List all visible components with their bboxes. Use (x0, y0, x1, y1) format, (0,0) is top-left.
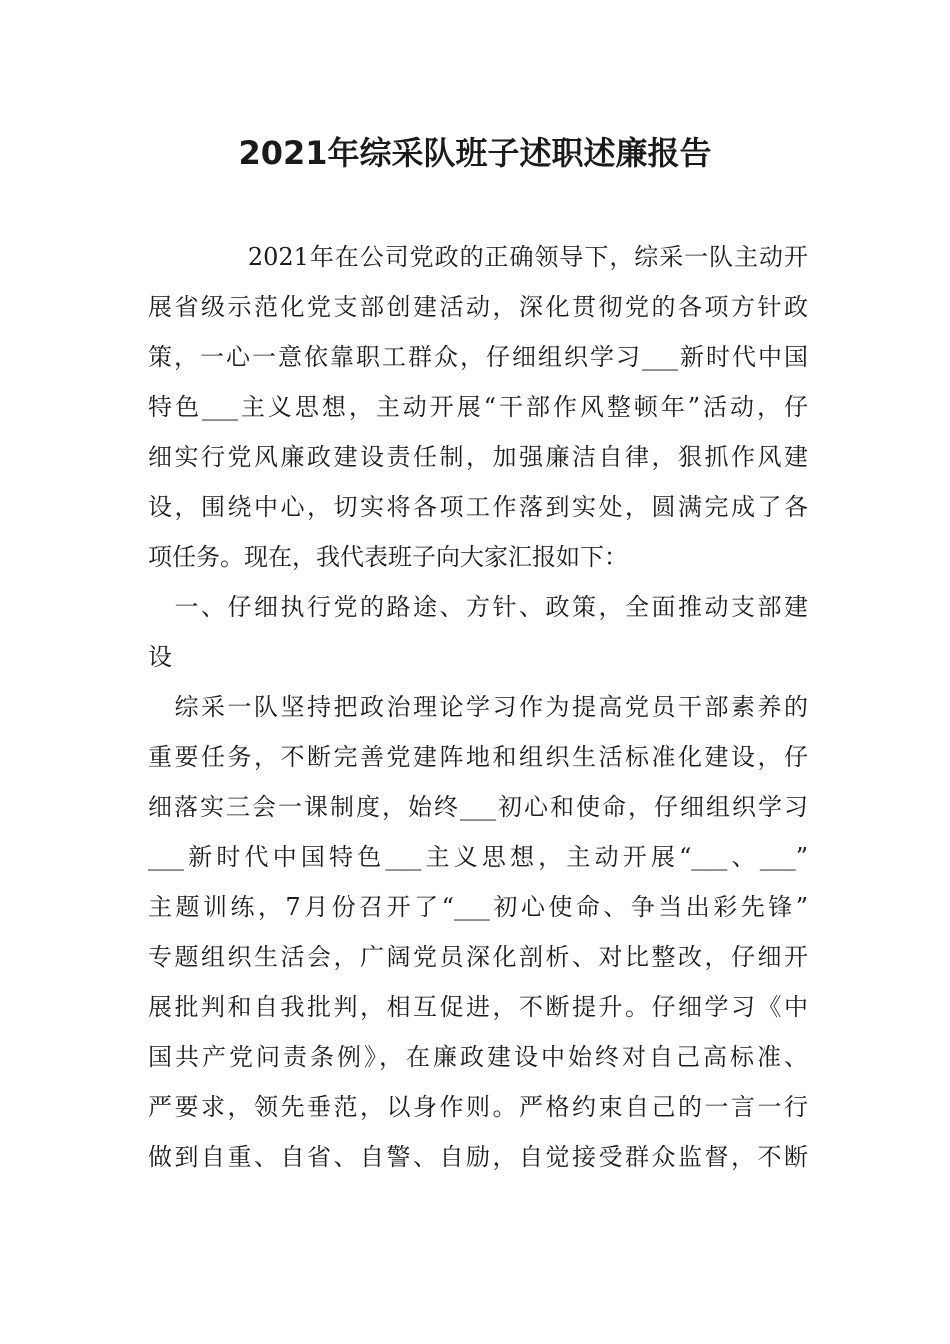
body-line: 策，一心一意依靠职工群众，仔细组织学习___新时代中国 (148, 343, 808, 371)
body-line: 综采一队坚持把政治理论学习作为提高党员干部素养的 (148, 693, 808, 721)
body-line: 严要求，领先垂范，以身作则。严格约束自己的一言一行 (148, 1093, 808, 1121)
section-heading-line: 一、仔细执行党的路途、方针、政策，全面推动支部建 (148, 593, 808, 621)
body-line: 细落实三会一课制度，始终___初心和使命，仔细组织学习 (148, 793, 808, 821)
document-body (148, 232, 808, 1182)
body-line: ___新时代中国特色___主义思想，主动开展“___、___” (148, 843, 808, 871)
body-line: 专题组织生活会，广阔党员深化剖析、对比整改，仔细开 (148, 943, 808, 971)
body-line: 展省级示范化党支部创建活动，深化贯彻党的各项方针政 (148, 293, 808, 321)
document-title: 2021年综采队班子述职述廉报告 (238, 134, 712, 172)
body-line: 设，围绕中心，切实将各项工作落到实处，圆满完成了各 (148, 493, 808, 521)
section-heading-line: 设 (148, 643, 172, 671)
body-line: 重要任务，不断完善党建阵地和组织生活标准化建设，仔 (148, 743, 808, 771)
body-line: 国共产党问责条例》，在廉政建设中始终对自己高标准、 (148, 1043, 808, 1071)
body-line: 做到自重、自省、自警、自励，自觉接受群众监督，不断 (148, 1143, 808, 1171)
body-line: 项任务。现在，我代表班子向大家汇报如下： (148, 543, 628, 571)
body-line: 2021年在公司党政的正确领导下，综采一队主动开 (148, 243, 808, 271)
body-line: 特色___主义思想，主动开展“干部作风整顿年”活动，仔 (148, 393, 808, 421)
body-line: 细实行党风廉政建设责任制，加强廉洁自律，狠抓作风建 (148, 443, 808, 471)
body-line: 展批判和自我批判，相互促进，不断提升。仔细学习《中 (148, 993, 808, 1021)
body-line: 主题训练，7月份召开了“___初心使命、争当出彩先锋” (148, 893, 808, 921)
